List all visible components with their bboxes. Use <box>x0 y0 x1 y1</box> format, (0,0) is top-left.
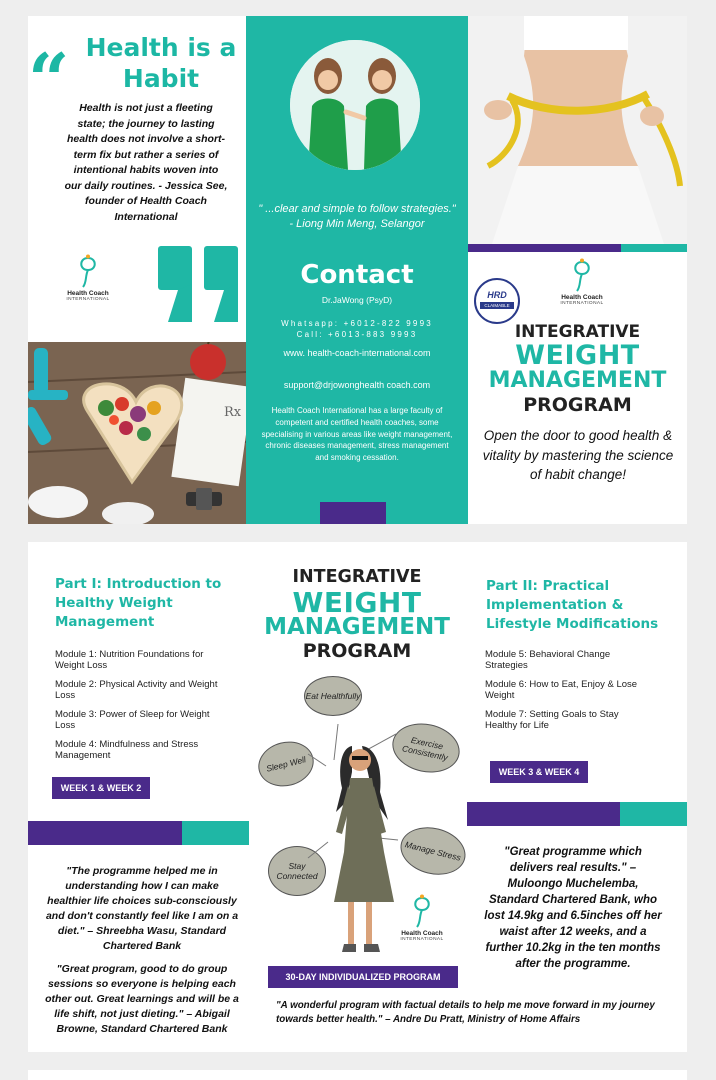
program-tagline: Open the door to good health & vitality by mastering the science of habit change! <box>482 428 674 482</box>
center-title-line1: INTEGRATIVE <box>292 567 422 587</box>
health-coach-logo-right <box>552 258 612 306</box>
woman-figure-illustration <box>322 742 402 957</box>
module-4: Module 4: Mindfulness and Stress Management <box>55 739 199 761</box>
hrd-label: HRD <box>487 290 507 300</box>
logo-name: Health Coach <box>67 290 109 297</box>
two-women-photo <box>290 40 420 170</box>
brochure-front-panel <box>28 16 687 524</box>
program-title-line4: PROGRAM <box>523 394 632 416</box>
module-5: Module 5: Behavioral Change Strategies <box>485 649 611 671</box>
testimonial-andre: "A wonderful program with factual details to help me move forward in my journey towards better health." – Andre Du Pratt, Ministry of Home Affairs <box>276 1000 655 1025</box>
part2-title: Part II: Practical Implementation & Lifestyle Modifications <box>486 578 659 632</box>
habit-exercise-label: Exercise Consistently <box>401 734 449 763</box>
liong-testimonial: " ...clear and simple to follow strategies." - Liong Min Meng, Selangor <box>258 203 456 230</box>
habit-connected-label: Stay Connected <box>276 861 318 881</box>
front-right-column <box>468 16 687 524</box>
program-title-line1: INTEGRATIVE <box>514 322 641 342</box>
company-description: Health Coach International has a large faculty of competent and certified health coaches, some specialising in various areas like weight management, chronic diseases management, stress management and smoking cessation. <box>261 406 453 463</box>
center-title-line2: WEIGHT <box>292 586 422 619</box>
healthy-food-photo <box>28 342 246 524</box>
logo-sub: INTERNATIONAL <box>66 297 110 302</box>
module-7: Module 7: Setting Goals to Stay Healthy for Life <box>485 709 619 731</box>
close-quote-icon <box>154 244 244 328</box>
contact-phones <box>246 318 468 340</box>
health-coach-logo-center <box>392 894 452 942</box>
purple-accent-tab <box>320 502 386 524</box>
program-title-line2: WEIGHT <box>515 340 640 371</box>
center-title-line3: MANAGEMENT <box>264 614 450 640</box>
waist-measure-photo <box>468 16 687 244</box>
accent-color-bar <box>468 244 687 252</box>
part1-title: Part I: Introduction to Healthy Weight Management <box>55 576 222 630</box>
call-number[interactable]: Call: +6013-883 9993 <box>296 330 418 339</box>
hrd-claimable-label: CLAIMABLE <box>480 302 514 309</box>
health-is-a-habit-title: Health is a Habit <box>85 33 237 93</box>
website-link[interactable]: www. health-coach-international.com <box>283 348 431 358</box>
hrd-claimable-badge <box>474 278 520 324</box>
module-6: Module 6: How to Eat, Enjoy & Lose Weight <box>485 679 638 701</box>
logo-name: Health Coach <box>561 294 603 301</box>
testimonial-muloongo: "Great programme which delivers real results." – Muloongo Muchelemba, Standard Chartered Bank, who lost 14.9kg and 6.5inches off her waist after 12 weeks, and a further 10.2kg in the ten months after the programme. <box>484 846 662 970</box>
email-link[interactable]: support@drjowonghealth coach.com <box>283 380 431 390</box>
week-1-2-badge: WEEK 1 & WEEK 2 <box>52 777 150 799</box>
logo-mark-icon <box>569 258 595 292</box>
brochure-inside-panel <box>28 542 687 1052</box>
food-illustration <box>28 342 246 524</box>
testimonial-abigail: "Great program, good to do group sessions so everyone is helping each other out. Great learnings and will be a life shift, not just dieting." – Abigail Browne, Standard Chartered Bank <box>45 963 239 1035</box>
logo-sub: INTERNATIONAL <box>400 937 444 942</box>
testimonial-shreebha: "The programme helped me in understanding how I can make healthier life choices sub-consciously and don't constantly feel like I am on a diet." – Shreebha Wasu, Standard Chartered Bank <box>45 865 239 952</box>
health-coach-logo <box>58 254 118 302</box>
left-divider-bar <box>28 821 249 845</box>
open-quote-icon: “ <box>28 37 70 122</box>
front-middle-column <box>246 16 468 524</box>
logo-mark-icon <box>409 894 435 928</box>
module-1: Module 1: Nutrition Foundations for Weight Loss <box>55 649 204 671</box>
center-title-line4: PROGRAM <box>302 640 412 662</box>
program-title-line3: MANAGEMENT <box>488 368 667 393</box>
founder-quote: Health is not just a fleeting state; the journey to lasting health does not involve a short-term fix but rather a series of intentional habits woven into our daily routines. - Jessica See, founder of Health Coach International <box>64 102 228 223</box>
front-left-column <box>28 16 246 524</box>
whatsapp-number[interactable]: Whatsapp: +6012-822 9993 <box>281 319 433 328</box>
right-divider-bar <box>467 802 687 826</box>
habit-sleep-label: Sleep Well <box>265 754 307 774</box>
thirty-day-program-badge: 30-DAY INDIVIDUALIZED PROGRAM <box>268 966 458 988</box>
habit-stress-label: Manage Stress <box>404 839 462 863</box>
module-3: Module 3: Power of Sleep for Weight Loss <box>55 709 210 731</box>
logo-mark-icon <box>75 254 101 288</box>
module-2: Module 2: Physical Activity and Weight Loss <box>55 679 218 701</box>
waist-illustration <box>468 16 687 244</box>
logo-name: Health Coach <box>401 930 443 937</box>
logo-sub: INTERNATIONAL <box>560 301 604 306</box>
habit-eat-label: Eat Healthfully <box>305 691 361 701</box>
week-3-4-badge: WEEK 3 & WEEK 4 <box>490 761 588 783</box>
two-women-illustration <box>290 40 420 170</box>
svg-text:Rx: Rx <box>224 405 242 420</box>
contact-heading: Contact <box>300 260 414 290</box>
next-page-edge <box>28 1070 687 1080</box>
contact-person: Dr.JaWong (PsyD) <box>321 295 393 305</box>
